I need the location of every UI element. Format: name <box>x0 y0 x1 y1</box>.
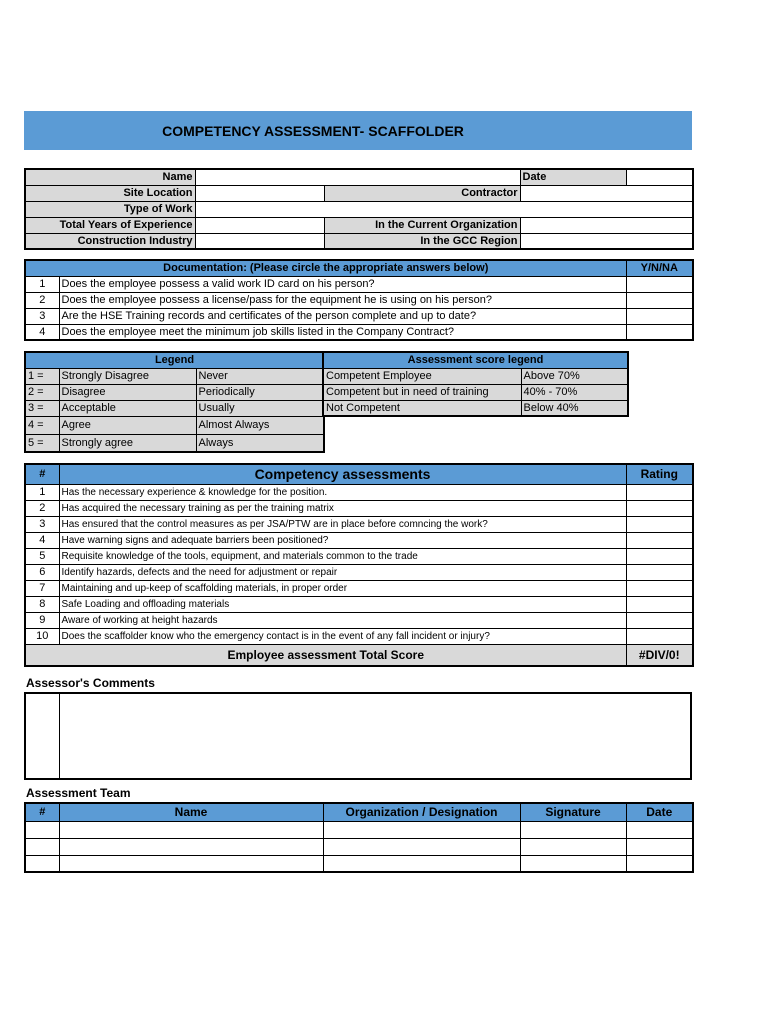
rating-cell[interactable] <box>626 564 693 580</box>
current-org-label: In the Current Organization <box>324 217 520 233</box>
competency-hash-header: # <box>25 464 59 484</box>
row-number: 9 <box>25 612 59 628</box>
answer-cell[interactable] <box>626 324 693 340</box>
row-number: 3 <box>25 516 59 532</box>
question-text: Have warning signs and adequate barriers been positioned? <box>59 532 626 548</box>
question-text: Aware of working at height hazards <box>59 612 626 628</box>
gcc-region-field[interactable] <box>520 233 693 249</box>
documentation-table <box>24 259 694 341</box>
score-legend-table <box>322 351 629 417</box>
score-legend-row <box>323 384 628 400</box>
row-number: 6 <box>25 564 59 580</box>
table-row <box>25 484 693 500</box>
rating-cell[interactable] <box>626 516 693 532</box>
team-col-date: Date <box>626 803 693 821</box>
table-row <box>25 324 693 340</box>
legend-value: Disagree <box>59 384 196 400</box>
competency-table <box>24 463 694 667</box>
total-years-label: Total Years of Experience <box>25 217 195 233</box>
row-number: 4 <box>25 532 59 548</box>
table-row <box>25 596 693 612</box>
legend-frequency: Almost Always <box>196 416 324 434</box>
legend-row <box>25 434 324 452</box>
construction-field[interactable] <box>195 233 324 249</box>
answer-cell[interactable] <box>626 292 693 308</box>
legend-value: Acceptable <box>59 400 196 416</box>
score-range: Below 40% <box>521 400 628 416</box>
table-row <box>25 612 693 628</box>
legend-key: 3 = <box>25 400 59 416</box>
row-number: 5 <box>25 548 59 564</box>
table-row <box>25 276 693 292</box>
legend-frequency: Never <box>196 368 324 384</box>
type-of-work-field[interactable] <box>195 201 693 217</box>
legend-value: Strongly agree <box>59 434 196 452</box>
row-number: 1 <box>25 484 59 500</box>
name-label: Name <box>25 169 195 185</box>
row-number: 10 <box>25 628 59 644</box>
team-col-signature: Signature <box>520 803 626 821</box>
row-number: 8 <box>25 596 59 612</box>
row-number: 7 <box>25 580 59 596</box>
question-text: Identify hazards, defects and the need for adjustment or repair <box>59 564 626 580</box>
rating-cell[interactable] <box>626 532 693 548</box>
row-number: 1 <box>25 276 59 292</box>
question-text: Does the employee possess a license/pass for the equipment he is using on his person? <box>59 292 626 308</box>
date-label: Date <box>520 169 626 185</box>
assessment-team-label: Assessment Team <box>26 786 131 800</box>
table-row <box>25 548 693 564</box>
rating-cell[interactable] <box>626 580 693 596</box>
legend-key: 1 = <box>25 368 59 384</box>
assessor-comments-box[interactable] <box>24 692 692 780</box>
table-row <box>25 292 693 308</box>
comments-divider <box>59 694 60 778</box>
documentation-header: Documentation: (Please circle the appropriate answers below) <box>25 260 626 276</box>
table-row <box>25 628 693 644</box>
team-cell[interactable] <box>59 838 323 855</box>
total-score-value: #DIV/0! <box>626 644 693 666</box>
team-cell[interactable] <box>25 855 59 872</box>
question-text: Does the employee meet the minimum job skills listed in the Company Contract? <box>59 324 626 340</box>
question-text: Requisite knowledge of the tools, equipment, and materials common to the trade <box>59 548 626 564</box>
score-legend-header: Assessment score legend <box>323 352 628 368</box>
answer-cell[interactable] <box>626 276 693 292</box>
rating-cell[interactable] <box>626 500 693 516</box>
legend-value: Agree <box>59 416 196 434</box>
question-text: Has the necessary experience & knowledge for the position. <box>59 484 626 500</box>
table-row <box>25 564 693 580</box>
question-text: Does the employee possess a valid work ID card on his person? <box>59 276 626 292</box>
legend-table <box>24 351 325 453</box>
team-cell[interactable] <box>59 855 323 872</box>
team-col-organization: Organization / Designation <box>323 803 520 821</box>
table-row <box>25 580 693 596</box>
legend-key: 4 = <box>25 416 59 434</box>
legend-key: 2 = <box>25 384 59 400</box>
table-row <box>25 516 693 532</box>
question-text: Are the HSE Training records and certificates of the person complete and up to date? <box>59 308 626 324</box>
type-of-work-label: Type of Work <box>25 201 195 217</box>
legend-row <box>25 416 324 434</box>
rating-cell[interactable] <box>626 596 693 612</box>
legend-frequency: Usually <box>196 400 324 416</box>
date-field[interactable] <box>626 169 693 185</box>
legend-frequency: Periodically <box>196 384 324 400</box>
assessment-team-table <box>24 802 694 873</box>
table-row <box>25 821 693 838</box>
rating-header: Rating <box>626 464 693 484</box>
assessor-comments-label: Assessor's Comments <box>26 676 155 690</box>
team-cell[interactable] <box>520 855 626 872</box>
site-location-label: Site Location <box>25 185 195 201</box>
team-col-name: Name <box>59 803 323 821</box>
table-row <box>25 308 693 324</box>
table-row <box>25 532 693 548</box>
table-row <box>25 500 693 516</box>
construction-label: Construction Industry <box>25 233 195 249</box>
question-text: Has ensured that the control measures as per JSA/PTW are in place before comncing the work? <box>59 516 626 532</box>
score-range: Above 70% <box>521 368 628 384</box>
team-cell[interactable] <box>626 821 693 838</box>
team-cell[interactable] <box>626 838 693 855</box>
table-row <box>25 855 693 872</box>
legend-frequency: Always <box>196 434 324 452</box>
question-text: Has acquired the necessary training as per the training matrix <box>59 500 626 516</box>
team-cell[interactable] <box>520 838 626 855</box>
score-category: Competent Employee <box>323 368 521 384</box>
rating-cell[interactable] <box>626 628 693 644</box>
team-cell[interactable] <box>323 855 520 872</box>
team-col-number: # <box>25 803 59 821</box>
question-text: Does the scaffolder know who the emergency contact is in the event of any fall incident or injury? <box>59 628 626 644</box>
legend-row <box>25 400 324 416</box>
row-number: 3 <box>25 308 59 324</box>
total-years-field[interactable] <box>195 217 324 233</box>
team-cell[interactable] <box>323 838 520 855</box>
employee-info-table <box>24 168 694 250</box>
score-range: 40% - 70% <box>521 384 628 400</box>
score-legend-row <box>323 368 628 384</box>
team-cell[interactable] <box>626 855 693 872</box>
form-title: COMPETENCY ASSESSMENT- SCAFFOLDER <box>24 111 692 150</box>
rating-cell[interactable] <box>626 484 693 500</box>
name-field[interactable] <box>195 169 520 185</box>
row-number: 2 <box>25 292 59 308</box>
question-text: Maintaining and up-keep of scaffolding materials, in proper order <box>59 580 626 596</box>
site-location-field[interactable] <box>195 185 324 201</box>
legend-key: 5 = <box>25 434 59 452</box>
competency-header: Competency assessments <box>59 464 626 484</box>
contractor-label: Contractor <box>324 185 520 201</box>
yn-header: Y/N/NA <box>626 260 693 276</box>
question-text: Safe Loading and offloading materials <box>59 596 626 612</box>
legend-row <box>25 384 324 400</box>
contractor-field[interactable] <box>520 185 693 201</box>
score-category: Not Competent <box>323 400 521 416</box>
row-number: 2 <box>25 500 59 516</box>
score-legend-row <box>323 400 628 416</box>
current-org-field[interactable] <box>520 217 693 233</box>
legend-header: Legend <box>25 352 324 368</box>
score-category: Competent but in need of training <box>323 384 521 400</box>
team-cell[interactable] <box>59 821 323 838</box>
team-cell[interactable] <box>520 821 626 838</box>
answer-cell[interactable] <box>626 308 693 324</box>
rating-cell[interactable] <box>626 548 693 564</box>
legend-row <box>25 368 324 384</box>
gcc-region-label: In the GCC Region <box>324 233 520 249</box>
team-cell[interactable] <box>323 821 520 838</box>
row-number: 4 <box>25 324 59 340</box>
legend-value: Strongly Disagree <box>59 368 196 384</box>
team-cell[interactable] <box>25 838 59 855</box>
team-cell[interactable] <box>25 821 59 838</box>
rating-cell[interactable] <box>626 612 693 628</box>
table-row <box>25 838 693 855</box>
total-score-label: Employee assessment Total Score <box>25 644 626 666</box>
